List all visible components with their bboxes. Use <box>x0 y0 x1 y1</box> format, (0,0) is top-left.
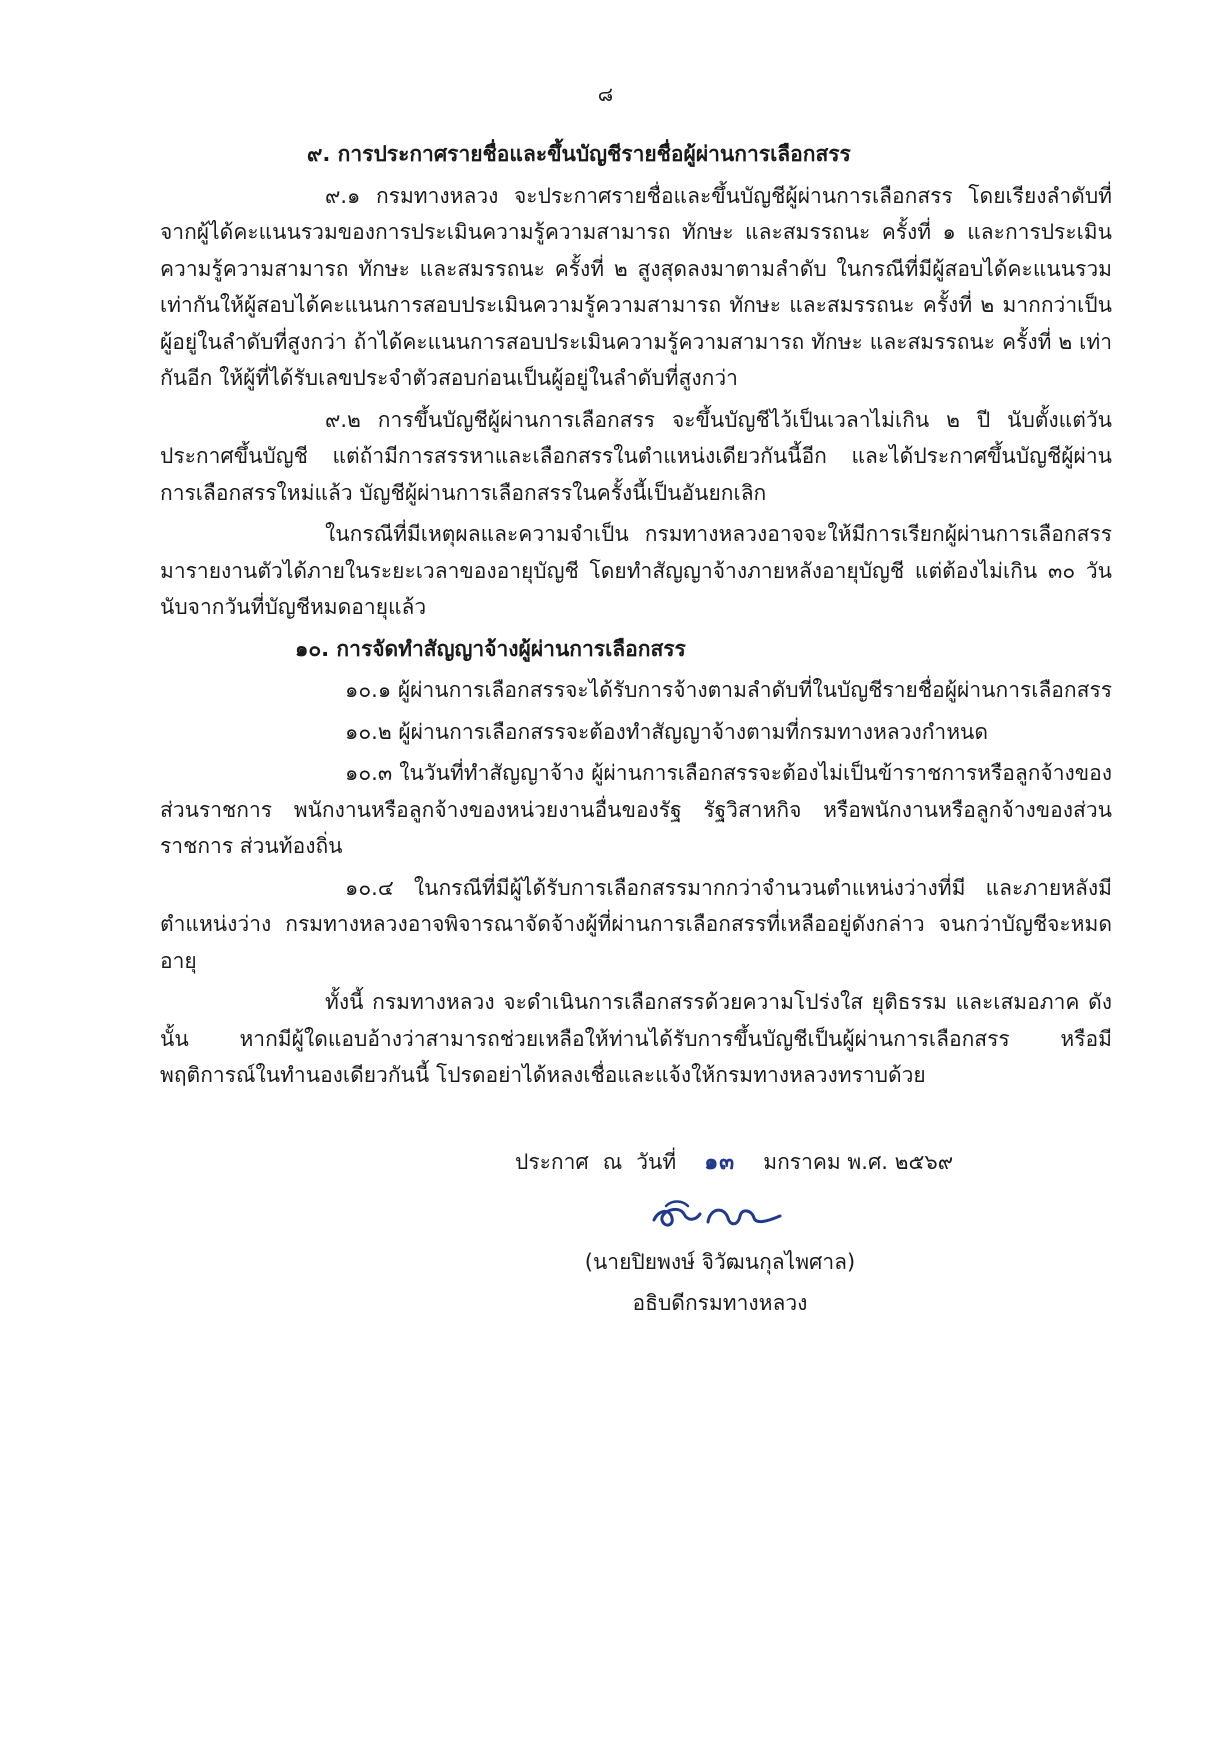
signer-title: อธิบดีกรมทางหลวง <box>632 1291 808 1315</box>
closing-paragraph: ทั้งนี้ กรมทางหลวง จะดำเนินการเลือกสรรด้วยความโปร่งใส ยุติธรรม และเสมอภาค ดังนั้น หากมีผู้ใดแอบอ้างว่าสามารถช่วยเหลือให้ท่านได้รับการขึ้นบัญชีเป็นผู้ผ่านการเลือกสรร หรือมีพฤติการณ์ในทำนองเดียวกันนี้ โปรดอย่าได้หลงเชื่อและแจ้งให้กรมทางหลวงทราบด้วย <box>160 990 1112 1087</box>
page-number: ๘ <box>597 82 614 106</box>
section-10-1-paragraph: ๑๐.๑ ผู้ผ่านการเลือกสรรจะได้รับการจ้างตามลำดับที่ในบัญชีรายชื่อผู้ผ่านการเลือกสรร <box>345 678 1113 702</box>
announcement-at: ณ <box>602 1150 623 1174</box>
section-9-note-paragraph: ในกรณีที่มีเหตุผลและความจำเป็น กรมทางหลวงอาจจะให้มีการเรียกผู้ผ่านการเลือกสรรมารายงานตัวได้ภายในระยะเวลาของอายุบัญชี โดยทำสัญญาจ้างภายหลังอายุบัญชี แต่ต้องไม่เกิน ๓๐ วัน นับจากวันที่บัญชีหมดอายุแล้ว <box>160 522 1112 619</box>
section-9-heading: ๙. การประกาศรายชื่อและขึ้นบัญชีรายชื่อผู้ผ่านการเลือกสรร <box>307 142 851 166</box>
signer-name: (นายปิยพงษ์ จิวัฒนกุลไพศาล) <box>584 1250 856 1274</box>
announcement-month-year: มกราคม พ.ศ. ๒๕๖๙ <box>763 1150 954 1174</box>
section-10-3-paragraph: ๑๐.๓ ในวันที่ทำสัญญาจ้าง ผู้ผ่านการเลือกสรรจะต้องไม่เป็นข้าราชการหรือลูกจ้างของส่วนราชการ พนักงานหรือลูกจ้างของหน่วยงานอื่นของรัฐ รัฐวิสาหกิจ หรือพนักงานหรือลูกจ้างของส่วนราชการ ส่วนท้องถิ่น <box>160 761 1112 858</box>
announcement-line <box>515 1144 953 1179</box>
announcement-day-label: วันที่ <box>636 1150 677 1174</box>
handwritten-signature <box>648 1196 788 1234</box>
announcement-day: ๑๓ <box>704 1150 736 1175</box>
document-body <box>160 136 1112 1099</box>
section-10-heading: ๑๐. การจัดทำสัญญาจ้างผู้ผ่านการเลือกสรร <box>295 636 686 661</box>
section-9-1-paragraph: ๙.๑ กรมทางหลวง จะประกาศรายชื่อและขึ้นบัญชีผู้ผ่านการเลือกสรร โดยเรียงลำดับที่จากผู้ได้คะแนนรวมของการประเมินความรู้ความสามารถ ทักษะ และสมรรถนะ ครั้งที่ ๑ และการประเมินความรู้ความสามารถ ทักษะ และสมรรถนะ ครั้งที่ ๒ สูงสุดลงมาตามลำดับ ในกรณีที่มีผู้สอบได้คะแนนรวมเท่ากันให้ผู้สอบได้คะแนนการสอบประเมินความรู้ความสามารถ ทักษะ และสมรรถนะ ครั้งที่ ๒ มากกว่าเป็นผู้อยู่ในลำดับที่สูงกว่า ถ้าได้คะแนนการสอบประเมินความรู้ความสามารถ ทักษะ และสมรรถนะ ครั้งที่ ๒ เท่ากันอีก ให้ผู้ที่ได้รับเลขประจำตัวสอบก่อนเป็นผู้อยู่ในลำดับที่สูงกว่า <box>160 183 1112 390</box>
announcement-prefix: ประกาศ <box>515 1150 589 1174</box>
section-9-2-paragraph: ๙.๒ การขึ้นบัญชีผู้ผ่านการเลือกสรร จะขึ้นบัญชีไว้เป็นเวลาไม่เกิน ๒ ปี นับตั้งแต่วันประกาศขึ้นบัญชี แต่ถ้ามีการสรรหาและเลือกสรรในตำแหน่งเดียวกันนี้อีก และได้ประกาศขึ้นบัญชีผู้ผ่านการเลือกสรรใหม่แล้ว บัญชีผู้ผ่านการเลือกสรรในครั้งนี้เป็นอันยกเลิก <box>160 407 1112 505</box>
section-10-4-paragraph: ๑๐.๔ ในกรณีที่มีผู้ได้รับการเลือกสรรมากกว่าจำนวนตำแหน่งว่างที่มี และภายหลังมีตำแหน่งว่าง กรมทางหลวงอาจพิจารณาจัดจ้างผู้ที่ผ่านการเลือกสรรที่เหลืออยู่ดังกล่าว จนกว่าบัญชีจะหมดอายุ <box>160 875 1112 973</box>
section-10-2-paragraph: ๑๐.๒ ผู้ผ่านการเลือกสรรจะต้องทำสัญญาจ้างตามที่กรมทางหลวงกำหนด <box>345 719 989 744</box>
